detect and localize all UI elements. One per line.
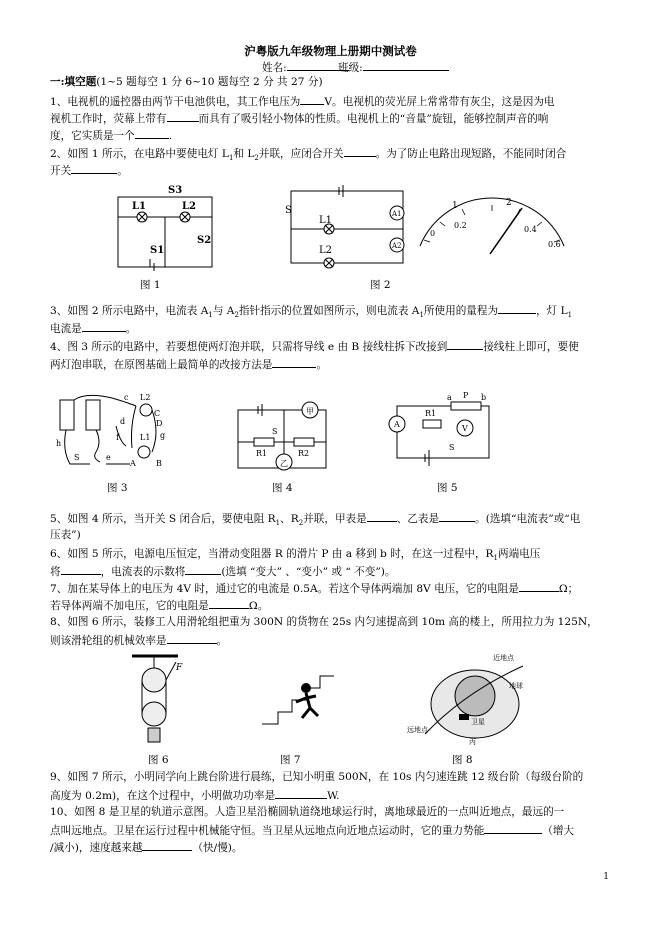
figure-5-caption: 图 5	[437, 482, 458, 494]
q5-line1: 5、如图 4 所示，当开关 S 闭合后，要使电阻 $R_1$、$R_2$并联，甲表是 、乙表是 。(选填“电流表”或“电	[50, 510, 580, 531]
svg-text:R1: R1	[425, 409, 437, 418]
svg-text:S: S	[449, 443, 455, 452]
q6-line1: 6、如图 5 所示，电源电压恒定，当滑动变阻器 R 的滑片 P 由 a 移到 b 时，在这一过程中，$R_1$两端电压	[50, 548, 541, 563]
q1-line3: 度，它实质是一个 .	[50, 127, 172, 144]
label-l1: L1	[132, 201, 146, 212]
q2-line1: 2、如图 1 所示，在电路中要使电灯 $L_1$和 $L_2$并联，应闭合开关 。为了防止电路出现短路，不能同时闭合	[50, 145, 566, 166]
label-s: S	[285, 205, 292, 216]
figure-2-circuit	[285, 185, 415, 273]
svg-text:V: V	[462, 424, 468, 433]
ammeter-dial	[412, 196, 572, 256]
q6-line2: 将 ，电流表的示数将 (选填 “变大” 、“变小” 或 “ 不变”)。	[50, 563, 395, 580]
svg-text:卫星: 卫星	[471, 718, 485, 726]
q4-line1: 4、图 3 所示的电路中，若要想使两灯泡并联，只需将导线 e 由 B 接线柱拆下改接到 接线柱上即可，要使	[50, 338, 579, 355]
label-l2: L2	[182, 201, 196, 212]
svg-text:2: 2	[506, 198, 512, 208]
svg-text:R2: R2	[298, 449, 310, 458]
svg-text:D: D	[156, 419, 163, 428]
class-field: 班级:	[338, 59, 449, 76]
svg-text:乙: 乙	[280, 459, 288, 468]
figure-1-caption: 图 1	[140, 279, 161, 291]
figure-8-caption: 图 8	[452, 754, 473, 766]
q3-line2: 电流是 。	[50, 320, 136, 337]
svg-text:L2: L2	[319, 245, 333, 256]
svg-text:L1: L1	[140, 433, 151, 442]
q1-line2: 视机工作时，荧幕上带有 而具有了吸引轻小物体的性质。电视机上的“音量”旋钮，能够控制声音的响	[50, 110, 548, 127]
svg-text:F: F	[176, 663, 183, 673]
svg-text:f: f	[116, 433, 119, 442]
svg-text:R1: R1	[256, 449, 268, 458]
svg-text:c: c	[124, 393, 129, 402]
q1-line1: 1、电视机的遥控器由两节干电池供电，其工作电压为 V。电视机的荧光屏上常常带有灰尘，这是因为电	[50, 93, 555, 110]
svg-text:h: h	[56, 439, 62, 448]
svg-text:丙: 丙	[469, 738, 476, 746]
svg-text:0: 0	[430, 229, 436, 238]
page-number: 1	[603, 872, 609, 882]
figure-2-caption: 图 2	[370, 279, 391, 291]
svg-text:A1: A1	[392, 210, 402, 218]
figure-1-circuit	[110, 185, 220, 273]
svg-text:P: P	[463, 391, 469, 400]
svg-text:远地点: 远地点	[407, 726, 428, 734]
q10-line2: 点叫远地点。卫星在运行过程中机械能守恒。当卫星从远地点向近地点运动时，它的重力势能 （增大	[50, 822, 574, 839]
q9-line2: 高度为 0.2m)，在这个过程中，小明做功功率是 W.	[50, 787, 340, 804]
svg-text:0.4: 0.4	[524, 225, 537, 234]
figure-4-caption: 图 4	[272, 482, 293, 494]
svg-text:L1: L1	[319, 215, 333, 226]
figure-7-stairs	[258, 658, 338, 728]
name-field: 姓名:	[262, 59, 349, 76]
svg-text:d: d	[120, 417, 126, 426]
q3-line1: 3、如图 2 所示电路中，电流表 $A_1$与 $A_2$指针指示的位置如图所示，则电流表 $A_1$所使用的量程为 ，灯 $L_1$	[50, 302, 572, 323]
svg-text:a: a	[447, 393, 452, 402]
svg-text:g: g	[160, 431, 166, 440]
q5-line2: 压表”)	[50, 529, 81, 541]
figure-5-circuit	[385, 392, 495, 470]
svg-text:0.2: 0.2	[454, 221, 467, 230]
figure-7-caption: 图 7	[280, 754, 301, 766]
label-s2: S2	[197, 235, 212, 246]
figure-4-circuit	[232, 400, 332, 476]
svg-text:S: S	[74, 453, 80, 462]
label-s1: S1	[150, 245, 165, 256]
figure-8-orbit	[405, 652, 535, 747]
svg-text:A: A	[394, 420, 400, 429]
svg-text:1: 1	[452, 201, 458, 211]
q4-line2: 两灯泡串联，在原图基础上最简单的改接方法是 。	[50, 356, 327, 373]
q7-line2: 若导体两端不加电压，它的电阻是 Ω。	[50, 597, 268, 614]
svg-text:e: e	[106, 453, 111, 462]
q10-line3: /减小)，速度越来越 （快/慢)。	[50, 839, 243, 856]
svg-text:B: B	[156, 459, 162, 468]
section-heading: 一:填空题(1~5 题每空 1 分 6~10 题每空 2 分 共 27 分)	[50, 76, 323, 88]
label-s3: S3	[168, 185, 183, 196]
svg-text:C: C	[154, 409, 161, 418]
figure-3-caption: 图 3	[107, 482, 128, 494]
svg-text:A2: A2	[392, 242, 402, 250]
figure-6-caption: 图 6	[148, 754, 169, 766]
svg-text:A: A	[130, 459, 136, 468]
q8-line1: 8、如图 6 所示，装修工人用滑轮组把重为 300N 的货物在 25s 内匀速提高到 10m 高的楼上，所用拉力为 125N，	[50, 616, 598, 628]
figure-6-pulley	[128, 652, 188, 747]
figure-3-circuit	[56, 392, 171, 472]
page-title: 沪粤版九年级物理上册期中测试卷	[244, 44, 417, 58]
q8-line2: 则该滑轮组的机械效率是 。	[50, 632, 227, 649]
svg-text:L2: L2	[140, 393, 151, 402]
svg-text:甲: 甲	[306, 407, 314, 416]
svg-text:b: b	[481, 393, 487, 402]
svg-text:近地点: 近地点	[493, 654, 514, 662]
q10-line1: 10、如图 8 是卫星的轨道示意图。人造卫星沿椭圆轨道绕地球运行时，离地球最近的一点叫近地点，最远的一	[50, 806, 565, 818]
q9-line1: 9、如图 7 所示，小明同学向上跳台阶进行晨练，已知小明重 500N，在 10s 内匀速连跳 12 级台阶（每级台阶的	[50, 771, 584, 783]
q2-line2: 开关 。	[50, 162, 128, 179]
svg-text:0.6: 0.6	[548, 240, 561, 249]
q7-line1: 7、加在某导体上的电压为 4V 时，通过它的电流是 0.5A。若这个导体两端加 8V 电压，它的电阻是 Ω；	[50, 580, 578, 597]
svg-text:S: S	[272, 427, 278, 436]
svg-text:地球: 地球	[509, 682, 523, 690]
